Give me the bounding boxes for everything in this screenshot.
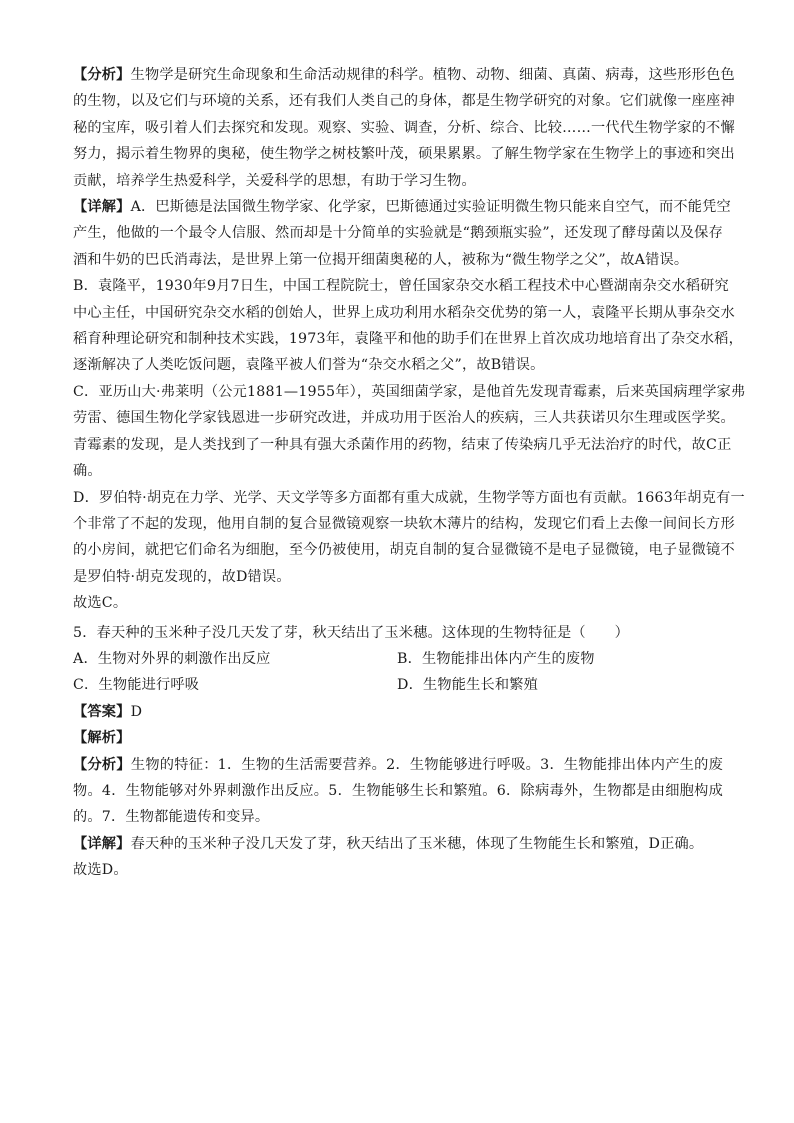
detail-d-line: 是罗伯特·胡克发现的，故D错误。: [73, 568, 291, 585]
analysis-line: 的生物，以及它们与环境的关系，还有我们人类自己的身体，都是生物学研究的对象。它们就像一座座神: [73, 93, 735, 110]
detail-d-line: 个非常了不起的发现，他用自制的复合显微镜观察一块软木薄片的结构，发现它们看上去像一间间长方形: [73, 515, 735, 532]
detail-b-line: B．袁隆平，1930年9月7日生，中国工程院院士，曾任国家杂交水稻工程技术中心暨湖南杂交水稻研究: [73, 278, 729, 295]
detail-b-line: 逐渐解决了人类吃饭问题，袁隆平被人们誉为“杂交水稻之父”，故B错误。: [73, 357, 545, 374]
q5-analysis-line: 【分析】生物的特征：1．生物的生活需要营养。2．生物能够进行呼吸。3．生物能排出体内产生的废: [73, 756, 723, 773]
analysis-line: 秘的宝库，吸引着人们去探究和发现。观察、实验、调查，分析、综合、比较……一代代生物学家的不懈: [73, 119, 735, 136]
option-d: D．生物能生长和繁殖: [397, 677, 539, 694]
options-row-1: [73, 646, 723, 672]
answer-header: 【答案】: [73, 703, 131, 720]
detail-a-line: 酒和牛奶的巴氏消毒法，是世界上第一位揭开细菌奥秘的人，被称为“微生物学之父”，故A错误。: [73, 251, 689, 268]
q5-detail-line: 【详解】春天种的玉米种子没几天发了芽，秋天结出了玉米穗，体现了生物能生长和繁殖，D正确。: [73, 835, 704, 852]
detail-a-line: 产生，他做的一个最令人信服、然而却是十分简单的实验就是“鹅颈瓶实验”，还发现了酵母菌以及保存: [73, 225, 723, 242]
q5-analysis-line: 物。4．生物能够对外界刺激作出反应。5．生物能够生长和繁殖。6．除病毒外，生物都是由细胞构成: [73, 782, 723, 799]
detail-b-line: 稻育种理论研究和制种技术实践，1973年，袁隆平和他的助手们在世界上首次成功地培育出了杂交水稻，: [73, 331, 743, 348]
option-b: B．生物能排出体内产生的废物: [397, 650, 595, 667]
detail-header: 【详解】: [73, 199, 131, 216]
q5-conclusion: 故选D。: [73, 862, 128, 879]
analysis-line: 努力，揭示着生物界的奥秘，使生物学之树枝繁叶茂，硕果累累。了解生物学家在生物学上的事迹和突出: [73, 146, 735, 163]
detail-c-line: 确。: [73, 463, 102, 480]
detail-a-line: 【详解】A．巴斯德是法国微生物学家、化学家，巴斯德通过实验证明微生物只能来自空气，而不能凭空: [73, 199, 731, 216]
option-c: C．生物能进行呼吸: [73, 677, 200, 694]
detail-c-line: 劳雷、德国生物化学家钱恩进一步研究改进，并成功用于医治人的疾病，三人共获诺贝尔生理或医学奖。: [73, 410, 735, 427]
question-5: [73, 620, 723, 884]
option-a: A．生物对外界的刺激作出反应: [73, 650, 271, 667]
detail-b-line: 中心主任，中国研究杂交水稻的创始人，世界上成功利用水稻杂交优势的第一人，袁隆平长期从事杂交水: [73, 304, 735, 321]
detail-d-line: 的小房间，就把它们命名为细胞，至今仍被使用，胡克自制的复合显微镜不是电子显微镜，电子显微镜不: [73, 542, 735, 559]
q5-analysis-line: 的。7．生物都能遗传和变异。: [73, 809, 270, 826]
detail-conclusion: 故选C。: [73, 595, 128, 612]
options-row-2: [73, 672, 723, 698]
analysis-line: 贡献，培养学生热爱科学，关爱科学的思想，有助于学习生物。: [73, 172, 476, 189]
question-stem: 5．春天种的玉米种子没几天发了芽，秋天结出了玉米穗。这体现的生物特征是（ ）: [73, 624, 629, 641]
jiexi-header: 【解析】: [73, 730, 131, 747]
detail-d-line: D．罗伯特·胡克在力学、光学、天文学等多方面都有重大成就，生物学等方面也有贡献。1663年胡克有一: [73, 489, 745, 506]
answer-value: D: [130, 703, 143, 720]
detail-c-line: 青霉素的发现，是人类找到了一种具有强大杀菌作用的药物，结束了传染病几乎无法治疗的时代，故C正: [73, 436, 732, 453]
analysis-section: [73, 62, 735, 194]
detail-section: [73, 194, 746, 617]
q5-analysis-header: 【分析】: [73, 756, 131, 773]
detail-c-line: C．亚历山大·弗莱明（公元1881—1955年），英国细菌学家，是他首先发现青霉素，后来英国病理学家弗: [73, 383, 746, 400]
analysis-header: 【分析】: [73, 67, 131, 83]
document-page: [73, 62, 746, 884]
analysis-line: 【分析】生物学是研究生命现象和生命活动规律的科学。植物、动物、细菌、真菌、病毒，这些形形色色: [73, 67, 735, 83]
answer-line: [73, 699, 723, 725]
q5-detail-header: 【详解】: [73, 835, 131, 852]
